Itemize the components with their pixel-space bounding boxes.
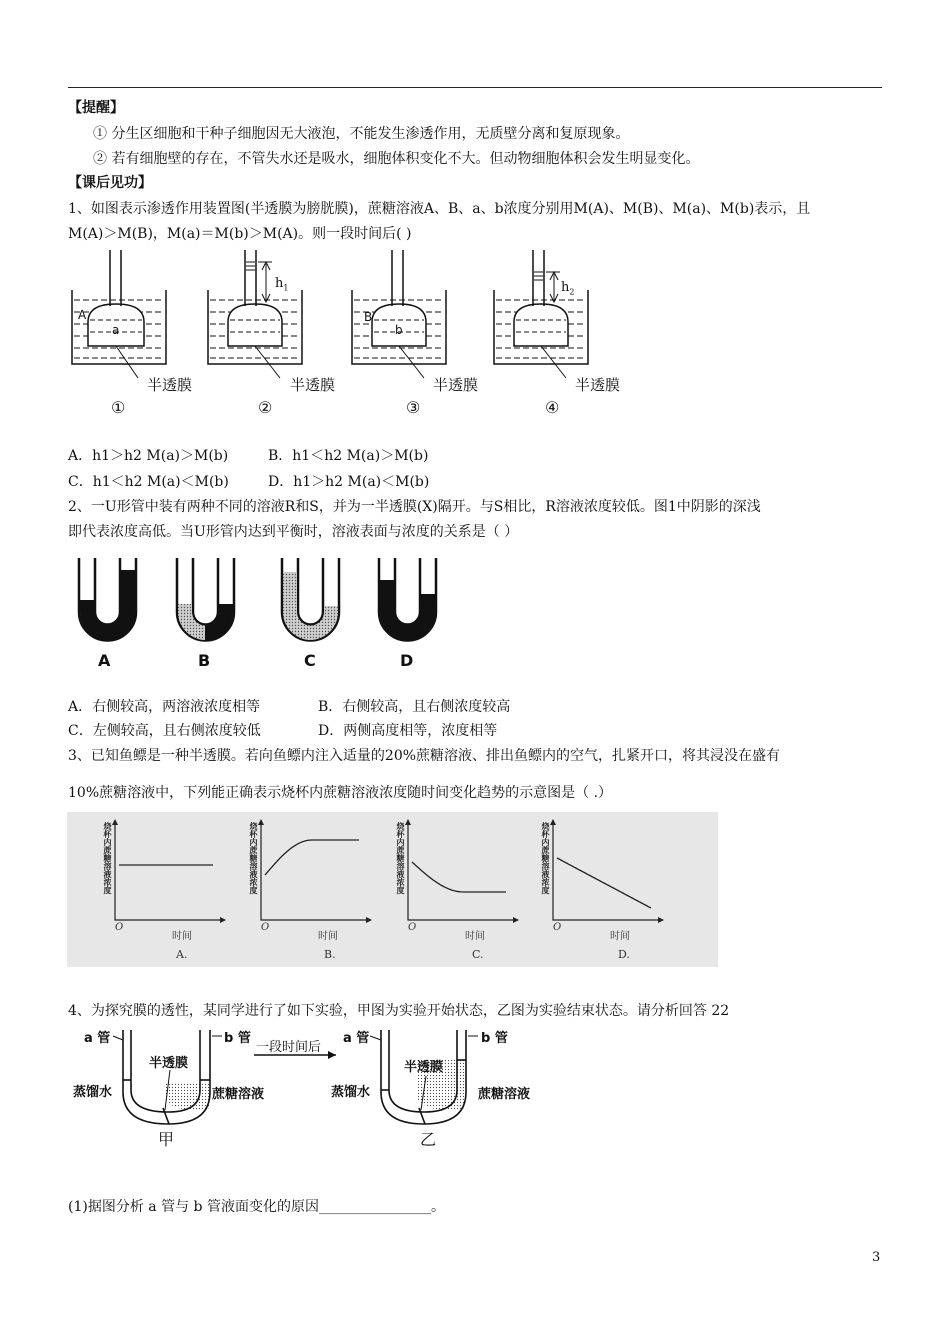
q4-yi-caption: 乙 bbox=[420, 1130, 437, 1149]
q1-membrane-label-2: 半透膜 bbox=[290, 376, 336, 394]
section-title: 【课后见功】 bbox=[68, 175, 152, 191]
q2-tube-label-b: B bbox=[198, 651, 211, 670]
page-number: 3 bbox=[872, 1250, 881, 1265]
q4-jia-sucrose-label: 蔗糖溶液 bbox=[212, 1087, 265, 1102]
q1-stem-line-2: M(A)＞M(B)，M(a)＝M(b)＞M(A)。则一段时间后( ) bbox=[68, 226, 412, 242]
q1-membrane-label-1: 半透膜 bbox=[147, 376, 193, 394]
q3-chart-a-ylabel: 烧杯内蔗糖溶液浓度 bbox=[103, 822, 113, 894]
tip-title: 【提醒】 bbox=[68, 100, 124, 116]
q1-label-A: A bbox=[78, 308, 87, 322]
q4-stem: 4、为探究膜的透性，某同学进行了如下实验，甲图为实验开始状态，乙图为实验结束状态。请分析回答 22 bbox=[68, 1003, 730, 1019]
q3-chart-a-origin: O bbox=[115, 922, 124, 933]
q3-chart-d-origin: O bbox=[553, 922, 562, 933]
q2-stem-line-1: 2、一U形管中装有两种不同的溶液R和S，并为一半透膜(X)隔开。与S相比，R溶液浓度较低。图1中阴影的深浅 bbox=[68, 499, 761, 515]
q3-chart-b-origin: O bbox=[261, 922, 270, 933]
q1-option-d: D．h1＞h2 M(a)＜M(b) bbox=[268, 474, 430, 490]
q3-chart-c-xlabel: 时间 bbox=[465, 931, 485, 942]
q3-chart-b-xlabel: 时间 bbox=[318, 931, 338, 942]
q1-figure-number-1: ① bbox=[111, 398, 126, 417]
q3-chart-b-caption: B. bbox=[324, 948, 336, 961]
q4-subquestion-1: (1)据图分析 a 管与 b 管液面变化的原因________________。 bbox=[68, 1199, 445, 1215]
q4-yi-b-tube-label: b 管 bbox=[481, 1031, 508, 1046]
q3-stem-line-2: 10%蔗糖溶液中，下列能正确表示烧杯内蔗糖溶液浓度随时间变化趋势的示意图是（ .） bbox=[68, 785, 613, 801]
q4-yi-a-tube-label: a 管 bbox=[343, 1031, 370, 1046]
q3-chart-b-ylabel: 烧杯内蔗糖溶液浓度 bbox=[249, 822, 259, 894]
q3-chart-c-ylabel: 烧杯内蔗糖溶液浓度 bbox=[396, 822, 406, 894]
q1-label-a: a bbox=[112, 323, 120, 337]
q2-tube-label-c: C bbox=[304, 651, 316, 670]
q3-chart-a-xlabel: 时间 bbox=[172, 931, 192, 942]
q1-figure-number-2: ② bbox=[258, 398, 273, 417]
q3-chart-c-caption: C. bbox=[472, 948, 484, 961]
q2-stem-line-2: 即代表浓度高低。当U形管内达到平衡时，溶液表面与浓度的关系是（ ） bbox=[68, 524, 519, 540]
q3-chart-d-xlabel: 时间 bbox=[610, 931, 630, 942]
q1-label-h2: $h_2$ bbox=[561, 280, 575, 297]
q4-yi-sucrose-label: 蔗糖溶液 bbox=[478, 1087, 531, 1102]
q3-chart-c-origin: O bbox=[408, 922, 417, 933]
q1-figure-number-3: ③ bbox=[406, 398, 421, 417]
q2-option-c: C．左侧较高，且右侧浓度较低 bbox=[68, 723, 261, 739]
q1-label-b: b bbox=[395, 323, 403, 337]
q1-membrane-label-3: 半透膜 bbox=[433, 376, 479, 394]
q1-option-b: B．h1＜h2 M(a)＞M(b) bbox=[268, 448, 429, 464]
q2-tube-label-a: A bbox=[98, 651, 111, 670]
q4-arrow-text: 一段时间后 bbox=[256, 1040, 322, 1055]
q1-figure-number-4: ④ bbox=[545, 398, 560, 417]
q3-chart-a-caption: A. bbox=[176, 948, 188, 961]
q2-option-b: B．右侧较高，且右侧浓度较高 bbox=[318, 699, 511, 715]
q4-yi-water-label: 蒸馏水 bbox=[331, 1085, 371, 1100]
q1-stem-line-1: 1、如图表示渗透作用装置图(半透膜为膀胱膜)，蔗糖溶液A、B、a、b浓度分别用M(A)、M(B)、M(a)、M(b)表示，且 bbox=[68, 201, 811, 217]
q4-yi-membrane-label: 半透膜 bbox=[404, 1060, 444, 1075]
q2-option-a: A．右侧较高，两溶液浓度相等 bbox=[68, 699, 261, 715]
q4-jia-membrane-label: 半透膜 bbox=[149, 1056, 189, 1071]
q1-label-h1: $h_1$ bbox=[275, 276, 289, 293]
q3-chart-d-caption: D. bbox=[618, 948, 630, 961]
q4-jia-a-tube-label: a 管 bbox=[84, 1031, 111, 1046]
q1-label-B: B bbox=[364, 310, 373, 324]
tip-item-2: ② 若有细胞壁的存在，不管失水还是吸水，细胞体积变化不大。但动物细胞体积会发生明显变化。 bbox=[93, 151, 700, 167]
q4-jia-caption: 甲 bbox=[158, 1130, 175, 1149]
q4-jia-b-tube-label: b 管 bbox=[224, 1031, 251, 1046]
q1-option-a: A．h1＞h2 M(a)＞M(b) bbox=[68, 448, 229, 464]
q1-membrane-label-4: 半透膜 bbox=[575, 376, 621, 394]
q4-jia-water-label: 蒸馏水 bbox=[73, 1085, 113, 1100]
q2-tube-label-d: D bbox=[400, 651, 414, 670]
q1-option-c: C．h1＜h2 M(a)＜M(b) bbox=[68, 474, 229, 490]
q3-stem-line-1: 3、已知鱼鳔是一种半透膜。若向鱼鳔内注入适量的20%蔗糖溶液、排出鱼鳔内的空气，扎紧开口，将其浸没在盛有 bbox=[68, 748, 781, 764]
q2-option-d: D．两侧高度相等，浓度相等 bbox=[318, 723, 498, 739]
tip-item-1: ① 分生区细胞和干种子细胞因无大液泡，不能发生渗透作用，无质壁分离和复原现象。 bbox=[93, 126, 630, 142]
q3-chart-d-ylabel: 烧杯内蔗糖溶液浓度 bbox=[541, 822, 551, 894]
